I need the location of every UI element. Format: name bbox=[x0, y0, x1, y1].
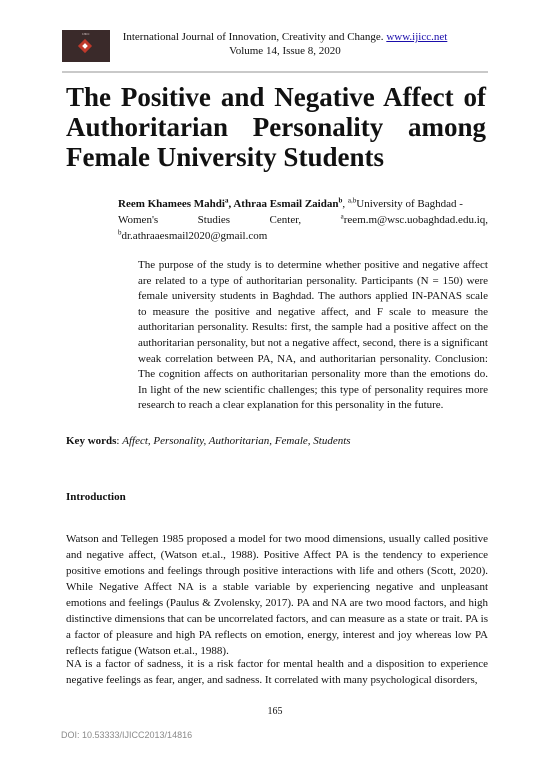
journal-header bbox=[70, 30, 500, 58]
keywords: Key words: Affect, Personality, Authoritarian, Female, Students bbox=[66, 435, 351, 447]
affiliation-word-3: Center, bbox=[269, 214, 302, 226]
page-number: 165 bbox=[267, 706, 283, 717]
doi: DOI: 10.53333/IJICC2013/14816 bbox=[61, 730, 193, 740]
author-row-1 bbox=[118, 196, 488, 212]
email-b-sup: b bbox=[118, 228, 122, 237]
author-1: Reem Khamees Mahdi bbox=[118, 198, 225, 210]
journal-title-line bbox=[70, 30, 500, 44]
email-a-block bbox=[341, 212, 488, 228]
journal-volume: Volume 14, Issue 8, 2020 bbox=[229, 45, 341, 57]
author-row-3 bbox=[118, 228, 488, 244]
affiliation-word-2: Studies bbox=[197, 214, 231, 226]
journal-url-link[interactable]: www.ijicc.net bbox=[386, 31, 448, 43]
author-row-2 bbox=[118, 212, 488, 228]
email-a[interactable]: reem.m@wsc.uobaghdad.edu.iq, bbox=[343, 214, 488, 226]
keywords-values: Affect, Personality, Authoritarian, Female, Students bbox=[122, 435, 351, 447]
paper-title bbox=[66, 82, 486, 172]
affiliation-word-1: Women's bbox=[118, 214, 159, 226]
section-heading-introduction: Introduction bbox=[66, 491, 126, 503]
header-divider bbox=[62, 71, 488, 73]
author-2: Athraa Esmail Zaidan bbox=[233, 198, 339, 210]
author-block bbox=[118, 196, 488, 244]
email-b[interactable]: dr.athraaesmail2020@gmail.com bbox=[121, 230, 268, 242]
author-names: Reem Khamees Mahdi$^a$, Athraa Esmail Zaidan$^b$, $^{a,b}$University of Baghdad - bbox=[118, 196, 463, 210]
body-paragraph: NA is a factor of sadness, it is a risk factor for mental health and a disposition to experience negative feelings as fear, anger, and sadness. It correlated with many psychological disorders, bbox=[66, 658, 488, 686]
title-line: Female University Students bbox=[66, 142, 384, 172]
keywords-label: Key words bbox=[66, 435, 117, 447]
affiliation-a: University of Baghdad - bbox=[356, 198, 463, 210]
affiliation-sup: a,b bbox=[347, 196, 357, 205]
title-line: The Positive and Negative Affect of bbox=[66, 82, 486, 112]
author-2-sup: b bbox=[338, 196, 343, 205]
logo-lettering: IJICC bbox=[82, 32, 90, 36]
email-a-sup: a bbox=[340, 212, 344, 221]
body-paragraph: Watson and Tellegen 1985 proposed a model for two mood dimensions, usually called positive and negative affect, (Watson et.al., 1988). Positive Affect PA is the tendency to experience positive emotions and feelings through positive interactions with life and others (Scott, 2020). While Negative Affect NA is a stable variable by experiencing negative and unpleasant emotions and feelings (Paulus & Zvolensky, 2017). PA and NA are two mood factors, and high distinctive dimensions that can be uncorrelated factors, and can measure as a state or trait. PA is a factor of pleasure and high PA reflects on emotion, energy, interest and joy whereas low PA reflects fatigue (Watson et.al., 1988). bbox=[66, 533, 488, 657]
title-line: Authoritarian Personality among bbox=[66, 112, 486, 142]
journal-name: International Journal of Innovation, Creativity and Change. bbox=[122, 31, 384, 43]
author-1-sup: a bbox=[224, 196, 229, 205]
abstract: The purpose of the study is to determine whether positive and negative affect are related to a type of authoritarian personality. Participants (N = 150) were female university students in Baghdad. The authors applied IN-PANAS scale to measure the positive and negative affect, and F scale to measure the authoritarian personality. Results: first, the sample had a positive affect on the authoritarian personality, but not a negative affect, second, there is a significant weak correlation between PA, NA, and authoritarian personality. Conclusion: The cognition affects on authoritarian personality more than the emotions do. In light of the new scientific challenges; this type of personality requires more research to reach a clear explanation for this personality in the future. bbox=[138, 259, 488, 412]
